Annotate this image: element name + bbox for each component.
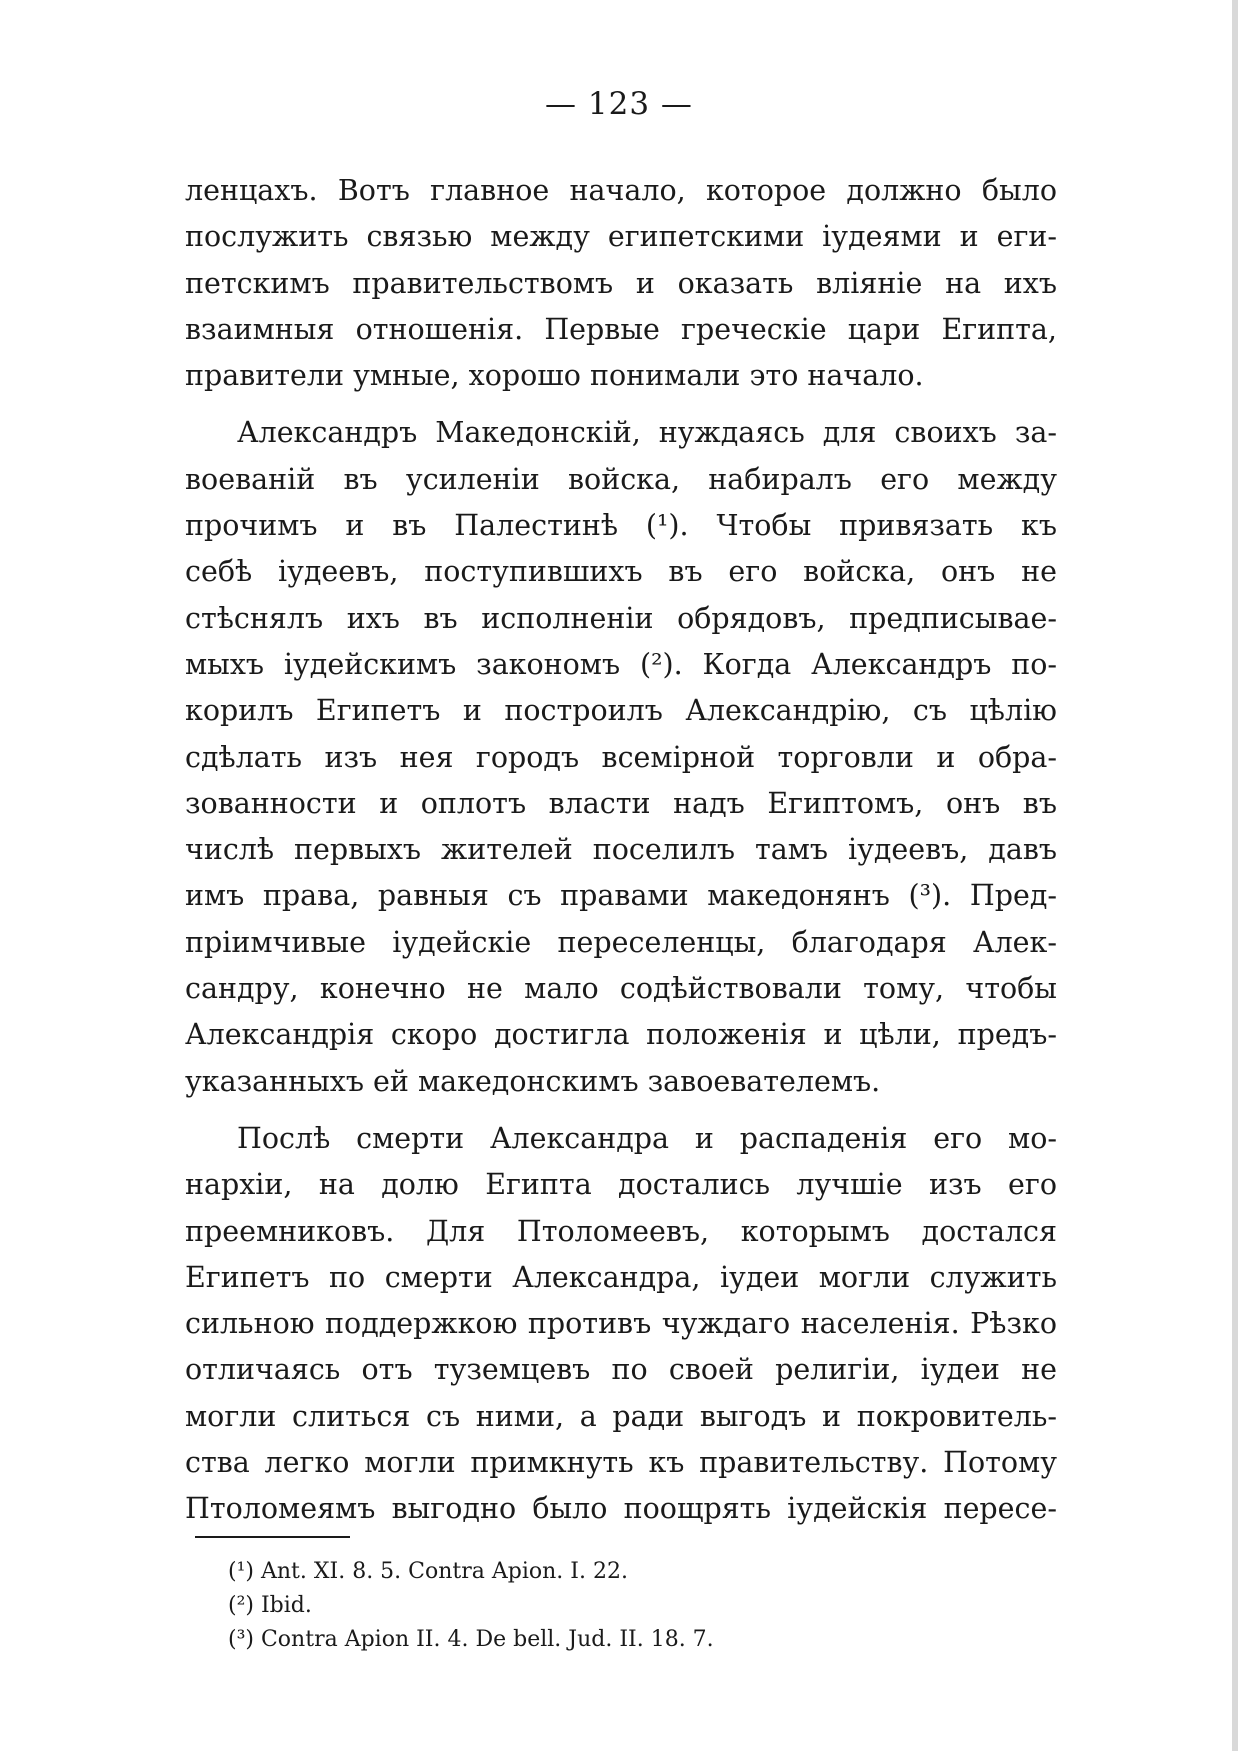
text-line: петскимъ правительствомъ и оказать вліяніе на ихъ (185, 266, 1057, 300)
text-line: указанныхъ ей македонскимъ завоевателемъ. (185, 1064, 881, 1098)
page-number: — 123 — (545, 86, 693, 122)
text-line: Египетъ по смерти Александра, іудеи могли служить (185, 1260, 1057, 1294)
text-line: отличаясь отъ туземцевъ по своей религіи, іудеи не (185, 1353, 1057, 1387)
text-line: сдѣлать изъ нея городъ всемірной торговли и обра- (185, 740, 1057, 774)
text-line: Послѣ смерти Александра и распаденія его мо- (237, 1121, 1057, 1155)
text-line: Александрія скоро достигла положенія и цѣли, предъ- (185, 1018, 1057, 1052)
text-line: числѣ первыхъ жителей поселилъ тамъ іудеевъ, давъ (185, 833, 1057, 867)
text-line: послужить связью между египетскими іудеями и еги- (185, 220, 1057, 254)
text-line: взаимныя отношенія. Первые греческіе цари Египта, (185, 312, 1057, 346)
footnote: (¹) Ant. XI. 8. 5. Contra Apion. I. 22. (228, 1559, 628, 1584)
text-line: преемниковъ. Для Птоломеевъ, которымъ достался (185, 1214, 1057, 1248)
text-line: сильною поддержкою противъ чуждаго населенія. Рѣзко (185, 1307, 1057, 1341)
page-edge-shadow (1232, 0, 1238, 1751)
text-line: сандру, конечно не мало содѣйствовали тому, чтобы (185, 972, 1057, 1006)
text-line: ленцахъ. Вотъ главное начало, которое должно было (185, 174, 1057, 207)
paragraph (185, 168, 1057, 399)
footnote: (³) Contra Apion II. 4. De bell. Jud. II. 18. 7. (228, 1627, 714, 1652)
paragraph-gap (185, 399, 1057, 410)
text-line: правители умные, хорошо понимали это начало. (185, 359, 924, 393)
text-line: нархіи, на долю Египта достались лучшіе изъ его (185, 1168, 1057, 1202)
paragraph (185, 410, 1057, 1104)
footnotes (228, 1555, 1028, 1657)
text-line: себѣ іудеевъ, поступившихъ въ его войска, онъ не (185, 555, 1057, 589)
text-line: прочимъ и въ Палестинѣ (¹). Чтобы привязать къ (185, 509, 1057, 543)
text-line: могли слиться съ ними, а ради выгодъ и покровитель- (185, 1399, 1057, 1433)
footnote-divider (195, 1536, 350, 1538)
text-line: зованности и оплотъ власти надъ Египтомъ, онъ въ (185, 786, 1057, 820)
text-line: Александръ Македонскій, нуждаясь для своихъ за- (237, 416, 1057, 450)
paragraph (185, 1116, 1057, 1533)
paragraph-gap (185, 1105, 1057, 1116)
text-line: корилъ Египетъ и построилъ Александрію, съ цѣлію (185, 694, 1057, 728)
footnote: (²) Ibid. (228, 1593, 312, 1618)
text-line: мыхъ іудейскимъ закономъ (²). Когда Александръ по- (185, 647, 1057, 681)
body-text (185, 168, 1057, 1533)
text-line: воеваній въ усиленіи войска, набиралъ его между (185, 462, 1057, 496)
text-line: Птоломеямъ выгодно было поощрять іудейскія пересе- (185, 1492, 1057, 1526)
text-line: пріимчивые іудейскіе переселенцы, благодаря Алек- (185, 925, 1057, 959)
text-line: ства легко могли примкнуть къ правительству. Потому (185, 1446, 1057, 1480)
text-line: стѣснялъ ихъ въ исполненіи обрядовъ, предписывае- (185, 601, 1057, 635)
text-line: имъ права, равныя съ правами македонянъ (³). Пред- (185, 879, 1057, 913)
